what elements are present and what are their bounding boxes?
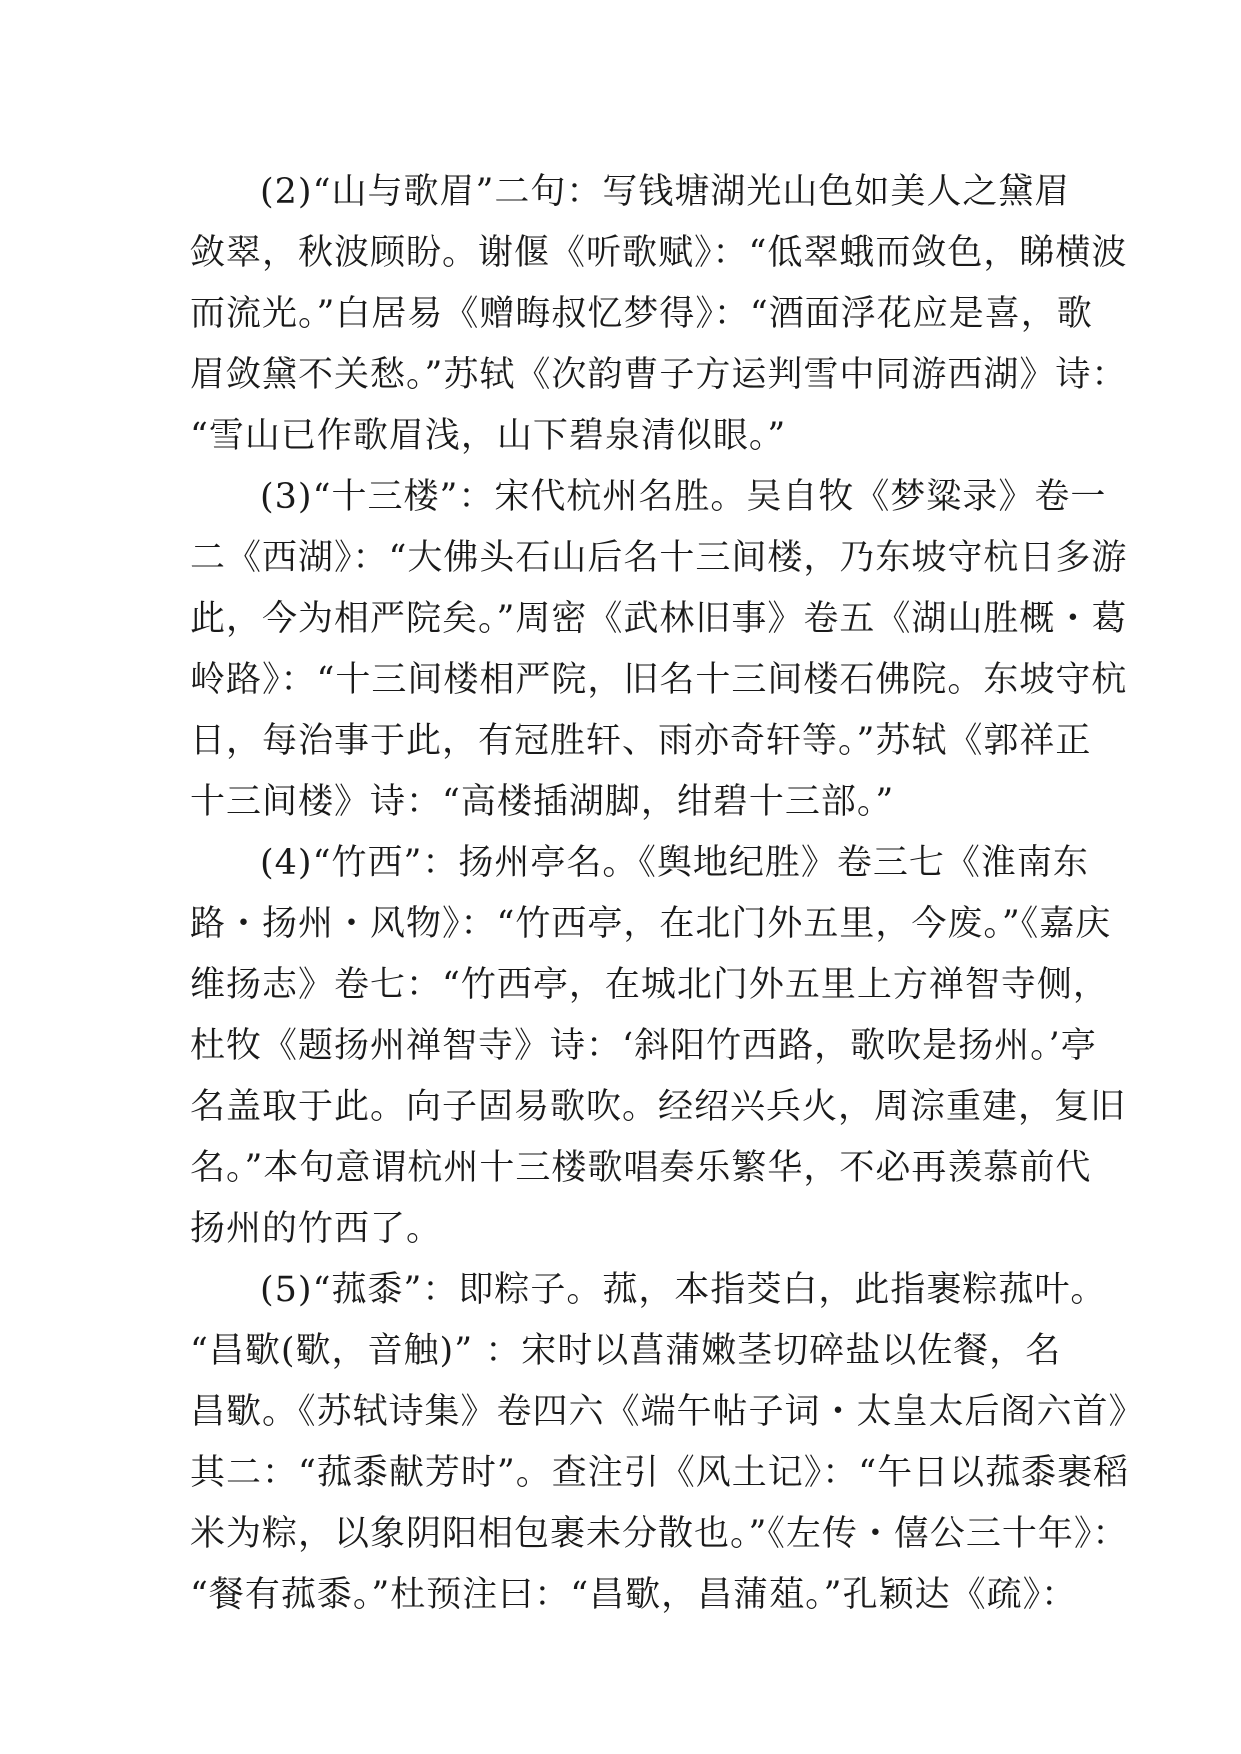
note-3-line-3: 此，今为相严院矣。”周密《武林旧事》卷五《湖山胜概・葛 [190,599,1128,639]
note-4-line-1: (4)“竹西”：扬州亭名。《舆地纪胜》卷三七《淮南东 [260,843,1089,883]
note-3-line-5: 日，每治事于此，有冠胜轩、雨亦奇轩等。”苏轼《郭祥正 [190,721,1092,761]
note-4-line-6: 名。”本句意谓杭州十三楼歌唱奏乐繁华，不必再羡慕前代 [190,1148,1092,1188]
note-2-line-3: 而流光。”白居易《赠晦叔忆梦得》：“酒面浮花应是喜，歌 [190,294,1093,334]
note-3-line-4: 岭路》：“十三间楼相严院，旧名十三间楼石佛院。东坡守杭 [190,660,1128,700]
note-2-line-5: “雪山已作歌眉浅，山下碧泉清似眼。” [190,416,787,456]
note-3-line-6: 十三间楼》诗：“高楼插湖脚，绀碧十三部。” [190,782,895,822]
note-4-line-4: 杜牧《题扬州禅智寺》诗：‘斜阳竹西路，歌吹是扬州。’亭 [190,1026,1097,1066]
note-3-line-1: (3)“十三楼”：宋代杭州名胜。吴自牧《梦粱录》卷一 [260,477,1107,517]
note-5-line-4: 其二：“菰黍献芳时”。查注引《风土记》：“午日以菰黍裹稻 [190,1453,1130,1493]
note-2-line-1: (2)“山与歌眉”二句：写钱塘湖光山色如美人之黛眉 [260,172,1071,212]
note-4-line-2: 路・扬州・风物》：“竹西亭，在北门外五里，今废。”《嘉庆 [190,904,1112,944]
note-5-line-5: 米为粽，以象阴阳相包裹未分散也。”《左传・僖公三十年》： [190,1514,1129,1554]
note-2-line-4: 眉敛黛不关愁。”苏轼《次韵曹子方运判雪中同游西湖》诗： [190,355,1128,395]
note-4-line-7: 扬州的竹西了。 [190,1209,443,1249]
annotation-text-body [190,162,1145,1626]
note-4-line-3: 维扬志》卷七：“竹西亭，在城北门外五里上方禅智寺侧， [190,965,1109,1005]
note-5-line-2: “昌歜(歜，音触)” ：宋时以菖蒲嫩茎切碎盐以佐餐，名 [190,1331,1062,1371]
note-3-line-2: 二《西湖》：“大佛头石山后名十三间楼，乃东坡守杭日多游 [190,538,1128,578]
note-2-line-2: 敛翠，秋波顾盼。谢偃《听歌赋》：“低翠蛾而敛色，睇横波 [190,233,1128,273]
note-4-line-5: 名盖取于此。向子固易歌吹。经绍兴兵火，周淙重建，复旧 [190,1087,1127,1127]
note-5-line-1: (5)“菰黍”：即粽子。菰，本指茭白，此指裹粽菰叶。 [260,1270,1107,1310]
note-5-line-3: 昌歜。《苏轼诗集》卷四六《端午帖子词・太皇太后阁六首》 [190,1392,1145,1432]
note-5-line-6: “餐有菰黍。”杜预注曰：“昌歜，昌蒲葅。”孔颖达《疏》： [190,1575,1078,1615]
